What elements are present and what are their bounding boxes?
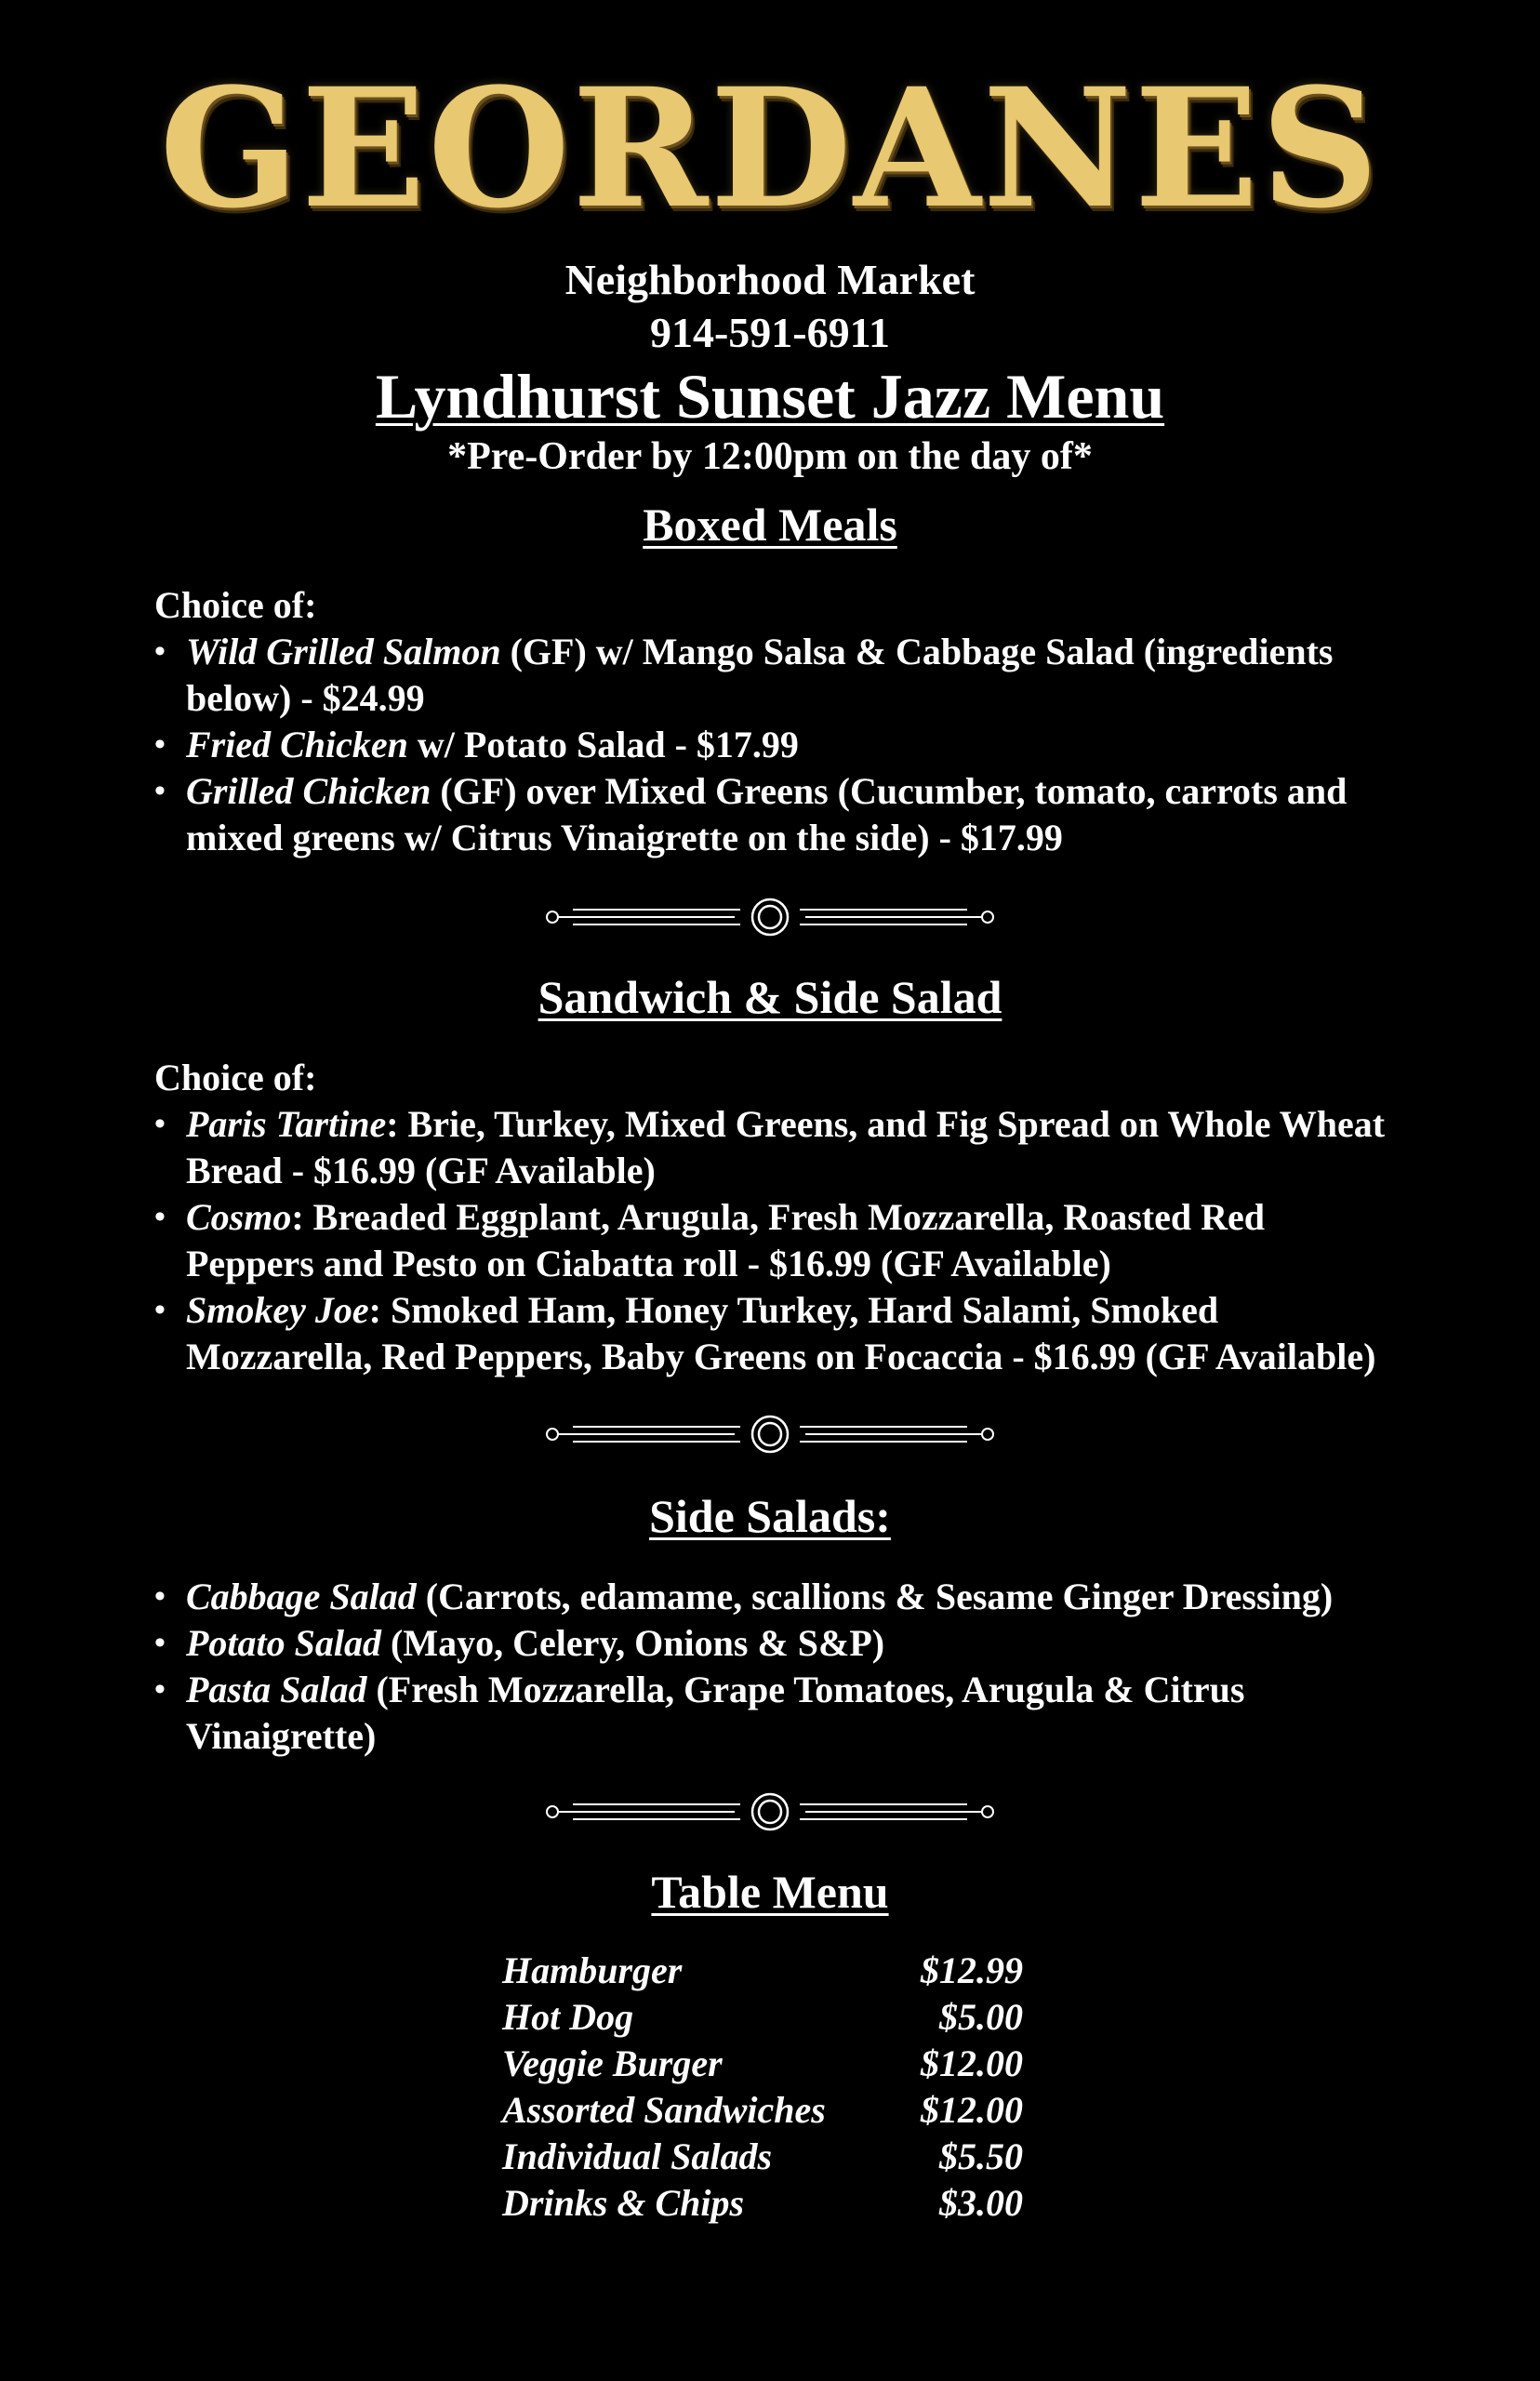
table-item: Hamburger xyxy=(502,1949,683,1991)
menu-header xyxy=(0,253,1540,480)
ornament-divider xyxy=(545,897,995,938)
item-name: Fried Chicken xyxy=(186,724,408,765)
sandwich-title: Sandwich & Side Salad xyxy=(538,971,1002,1023)
list-item xyxy=(154,1287,1401,1380)
table-item: Drinks & Chips xyxy=(502,2182,745,2224)
table-price: $12.00 xyxy=(921,2042,1023,2084)
table-menu-title: Table Menu xyxy=(651,1866,889,1918)
table-row xyxy=(502,2180,1023,2227)
table-row xyxy=(502,1994,1023,2041)
item-desc: (Fresh Mozzarella, Grape Tomatoes, Arugula & Citrus Vinaigrette) xyxy=(186,1669,1245,1757)
list-item xyxy=(154,1101,1401,1194)
menu-title: Lyndhurst Sunset Jazz Menu xyxy=(375,361,1165,432)
boxed-meals-title: Boxed Meals xyxy=(643,499,897,551)
phone-number: 914-591-6911 xyxy=(649,309,891,356)
item-name: Wild Grilled Salmon xyxy=(186,631,501,672)
item-desc: (Mayo, Celery, Onions & S&P) xyxy=(381,1622,885,1664)
ornament-divider xyxy=(545,1791,995,1832)
table-row xyxy=(502,2134,1023,2180)
side-salads-list xyxy=(154,1574,1401,1760)
boxed-meals-list xyxy=(154,629,1401,861)
item-name: Potato Salad xyxy=(186,1622,382,1664)
item-desc: w/ Potato Salad - $17.99 xyxy=(407,724,799,765)
table-row xyxy=(502,2087,1023,2134)
boxed-meals-choice-label: Choice of: xyxy=(154,584,317,626)
list-item xyxy=(154,1667,1401,1760)
table-price: $12.99 xyxy=(921,1949,1023,1991)
ornament-divider xyxy=(545,1414,995,1455)
list-item xyxy=(154,768,1401,861)
table-item: Assorted Sandwiches xyxy=(502,2089,826,2131)
item-desc: : Smoked Ham, Honey Turkey, Hard Salami, Smoked Mozzarella, Red Peppers, Baby Greens on Focaccia - $16.99 (GF Available) xyxy=(186,1289,1376,1377)
list-item xyxy=(154,1620,1401,1667)
item-name: Pasta Salad xyxy=(186,1669,367,1710)
item-name: Smokey Joe xyxy=(186,1289,369,1331)
item-desc: : Breaded Eggplant, Arugula, Fresh Mozzarella, Roasted Red Peppers and Pesto on Ciabatta roll - $16.99 (GF Available) xyxy=(186,1196,1265,1284)
table-row xyxy=(502,2041,1023,2087)
side-salads-title: Side Salads: xyxy=(649,1490,891,1542)
brand-logo: GEORDANES xyxy=(159,52,1381,245)
list-item xyxy=(154,1574,1401,1620)
list-item xyxy=(154,629,1401,722)
item-desc: (GF) w/ Mango Salsa & Cabbage Salad (ingredients below) - $24.99 xyxy=(186,631,1334,719)
table-item: Hot Dog xyxy=(502,1996,634,2038)
item-name: Grilled Chicken xyxy=(186,770,431,812)
table-menu-list xyxy=(502,1948,1023,2227)
table-price: $3.00 xyxy=(939,2182,1023,2224)
sandwich-list xyxy=(154,1101,1401,1380)
item-desc: : Brie, Turkey, Mixed Greens, and Fig Spread on Whole Wheat Bread - $16.99 (GF Available) xyxy=(186,1103,1386,1191)
table-price: $12.00 xyxy=(921,2089,1023,2131)
item-desc: (Carrots, edamame, scallions & Sesame Ginger Dressing) xyxy=(416,1576,1334,1617)
list-item xyxy=(154,722,1401,768)
sandwich-choice-label: Choice of: xyxy=(154,1057,317,1098)
table-row xyxy=(502,1948,1023,1994)
item-name: Cabbage Salad xyxy=(186,1576,417,1617)
table-item: Individual Salads xyxy=(502,2135,773,2177)
list-item xyxy=(154,1194,1401,1287)
table-price: $5.00 xyxy=(939,1996,1023,2038)
table-price: $5.50 xyxy=(939,2135,1023,2177)
preorder-note: *Pre-Order by 12:00pm on the day of* xyxy=(447,435,1093,478)
item-desc: (GF) over Mixed Greens (Cucumber, tomato, carrots and mixed greens w/ Citrus Vinaigrette on the side) - $17.99 xyxy=(186,770,1348,858)
table-item: Veggie Burger xyxy=(502,2042,723,2084)
item-name: Paris Tartine xyxy=(186,1103,387,1145)
store-name: Neighborhood Market xyxy=(564,256,976,303)
item-name: Cosmo xyxy=(186,1196,292,1238)
